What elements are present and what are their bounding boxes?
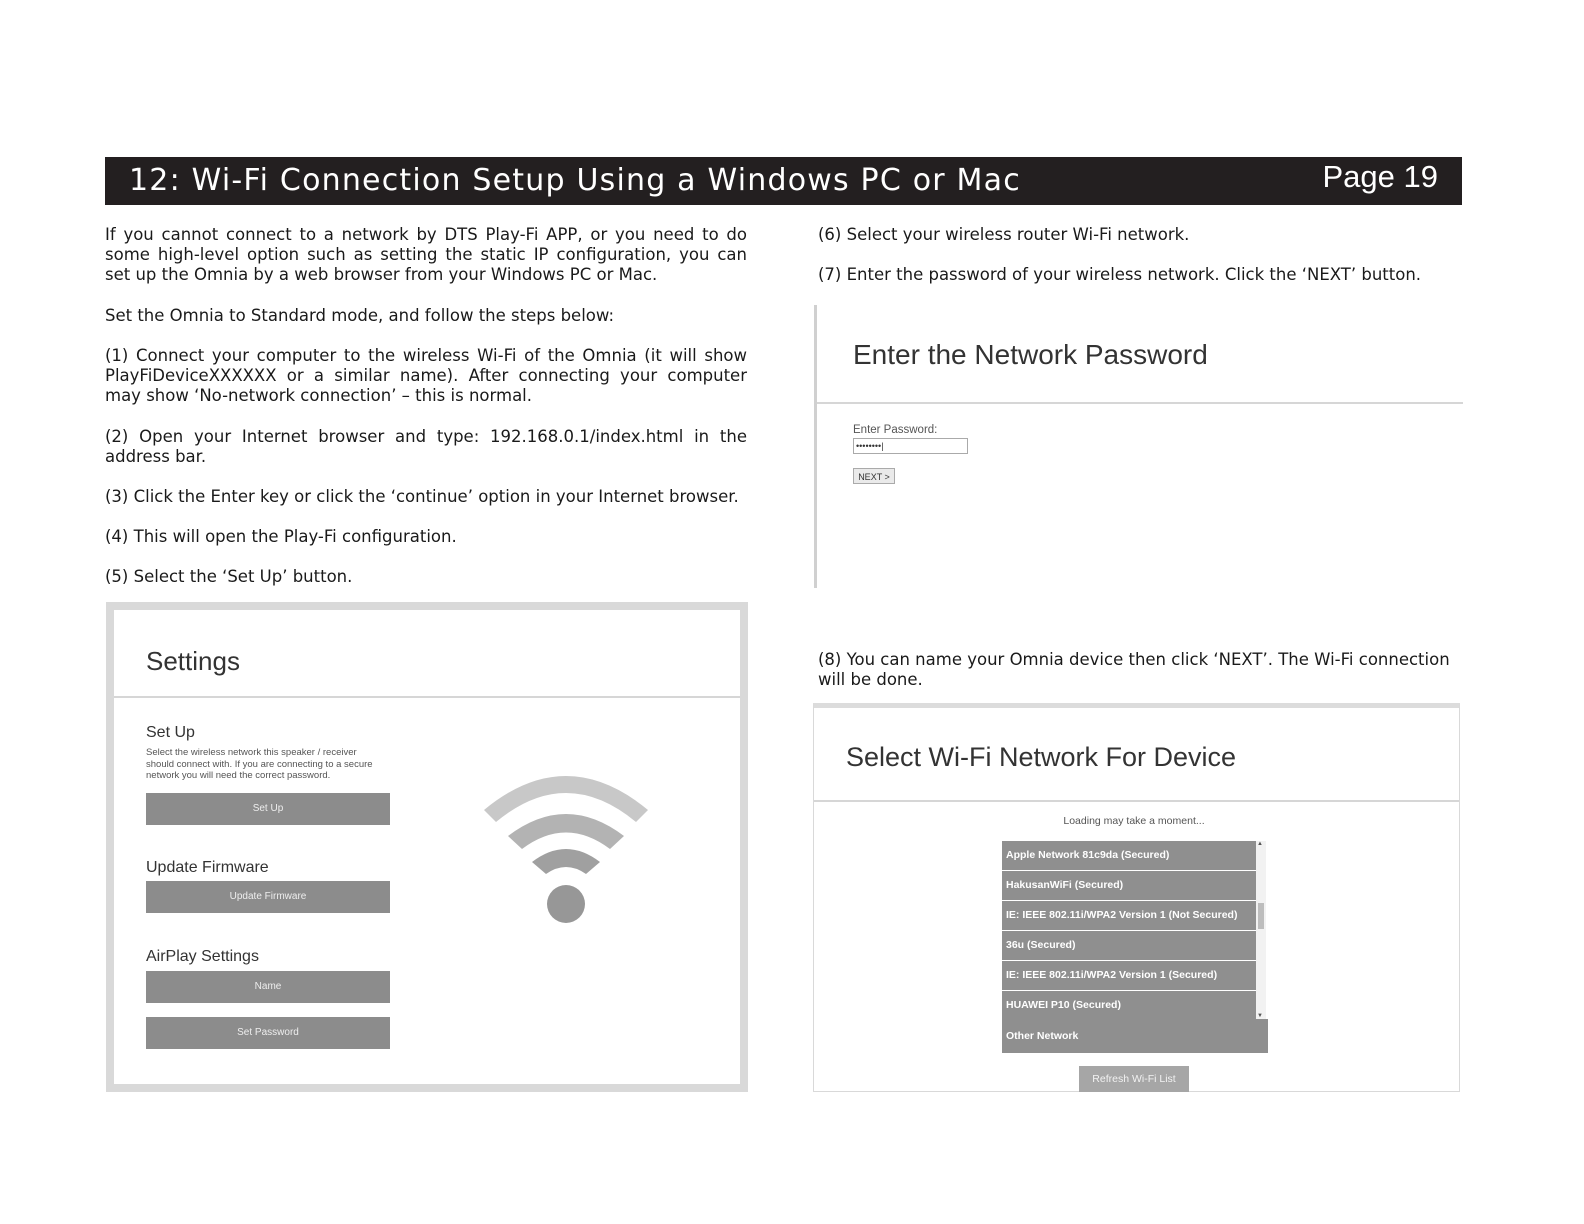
network-item[interactable]: IE: IEEE 802.11i/WPA2 Version 1 (Secured) [1002, 961, 1256, 991]
scroll-up-icon[interactable]: ▲ [1257, 841, 1263, 847]
network-divider [814, 800, 1459, 802]
intro-paragraph: If you cannot connect to a network by DTS Play-Fi APP, or you need to do some high-level option such as setting the static IP configuration, you can set up the Omnia by a web browser from your Windows PC or Mac. [105, 225, 747, 284]
wifi-icon [476, 770, 656, 930]
network-item[interactable]: HUAWEI P10 (Secured) [1002, 991, 1256, 1021]
wifi-dot [547, 885, 585, 923]
set-password-button[interactable]: Set Password [146, 1017, 390, 1049]
scroll-thumb[interactable] [1258, 903, 1264, 929]
network-screenshot [813, 703, 1460, 1092]
airplay-label: AirPlay Settings [146, 948, 259, 965]
network-title: Select Wi-Fi Network For Device [846, 742, 1237, 772]
step-8: (8) You can name your Omnia device then click ‘NEXT’. The Wi-Fi connection will be done. [818, 650, 1450, 689]
section-title: 12: Wi-Fi Connection Setup Using a Windows PC or Mac [129, 163, 1021, 198]
name-button[interactable]: Name [146, 971, 390, 1003]
password-divider [817, 402, 1463, 404]
settings-divider [114, 696, 740, 698]
password-screenshot [814, 305, 1463, 588]
network-item[interactable]: IE: IEEE 802.11i/WPA2 Version 1 (Not Secured) [1002, 901, 1256, 931]
step-7: (7) Enter the password of your wireless network. Click the ‘NEXT’ button. [818, 265, 1422, 284]
update-firmware-button[interactable]: Update Firmware [146, 881, 390, 913]
settings-title: Settings [146, 646, 240, 676]
step-5: (5) Select the ‘Set Up’ button. [105, 567, 353, 586]
password-input[interactable]: ••••••••| [853, 438, 968, 454]
wifi-arc-middle [508, 814, 624, 849]
network-item[interactable]: Apple Network 81c9da (Secured) [1002, 841, 1256, 871]
network-item[interactable]: HakusanWiFi (Secured) [1002, 871, 1256, 901]
network-item[interactable]: 36u (Secured) [1002, 931, 1256, 961]
step-4: (4) This will open the Play-Fi configuration. [105, 527, 457, 546]
password-label: Enter Password: [853, 424, 938, 436]
scroll-down-icon[interactable]: ▼ [1257, 1013, 1263, 1019]
network-scrollbar[interactable] [1256, 841, 1266, 1019]
mode-paragraph: Set the Omnia to Standard mode, and follow the steps below: [105, 306, 615, 325]
network-list [1002, 841, 1256, 1021]
setup-description: Select the wireless network this speaker / receiver should connect with. If you are connecting to a secure network you will need the correct password. [146, 747, 373, 781]
firmware-label: Update Firmware [146, 859, 269, 876]
other-network-item[interactable]: Other Network [1002, 1019, 1268, 1053]
next-button[interactable]: NEXT > [853, 468, 895, 484]
password-title: Enter the Network Password [853, 339, 1208, 370]
step-6: (6) Select your wireless router Wi-Fi network. [818, 225, 1190, 244]
page-header [105, 157, 1462, 205]
settings-screenshot [106, 602, 748, 1092]
wifi-arc-inner [532, 849, 600, 874]
page-number: Page 19 [1322, 159, 1438, 194]
step-1: (1) Connect your computer to the wireless Wi-Fi of the Omnia (it will show PlayFiDeviceXXXXXX or a similar name). After connecting your computer may show ‘No-network connection’ – this is normal. [105, 346, 747, 405]
refresh-wifi-button[interactable]: Refresh Wi-Fi List [1079, 1066, 1189, 1092]
setup-button[interactable]: Set Up [146, 793, 390, 825]
loading-text: Loading may take a moment... [1063, 815, 1205, 827]
step-2: (2) Open your Internet browser and type: 192.168.0.1/index.html in the address bar. [105, 427, 747, 466]
setup-label: Set Up [146, 724, 195, 741]
step-3: (3) Click the Enter key or click the ‘continue’ option in your Internet browser. [105, 487, 739, 506]
